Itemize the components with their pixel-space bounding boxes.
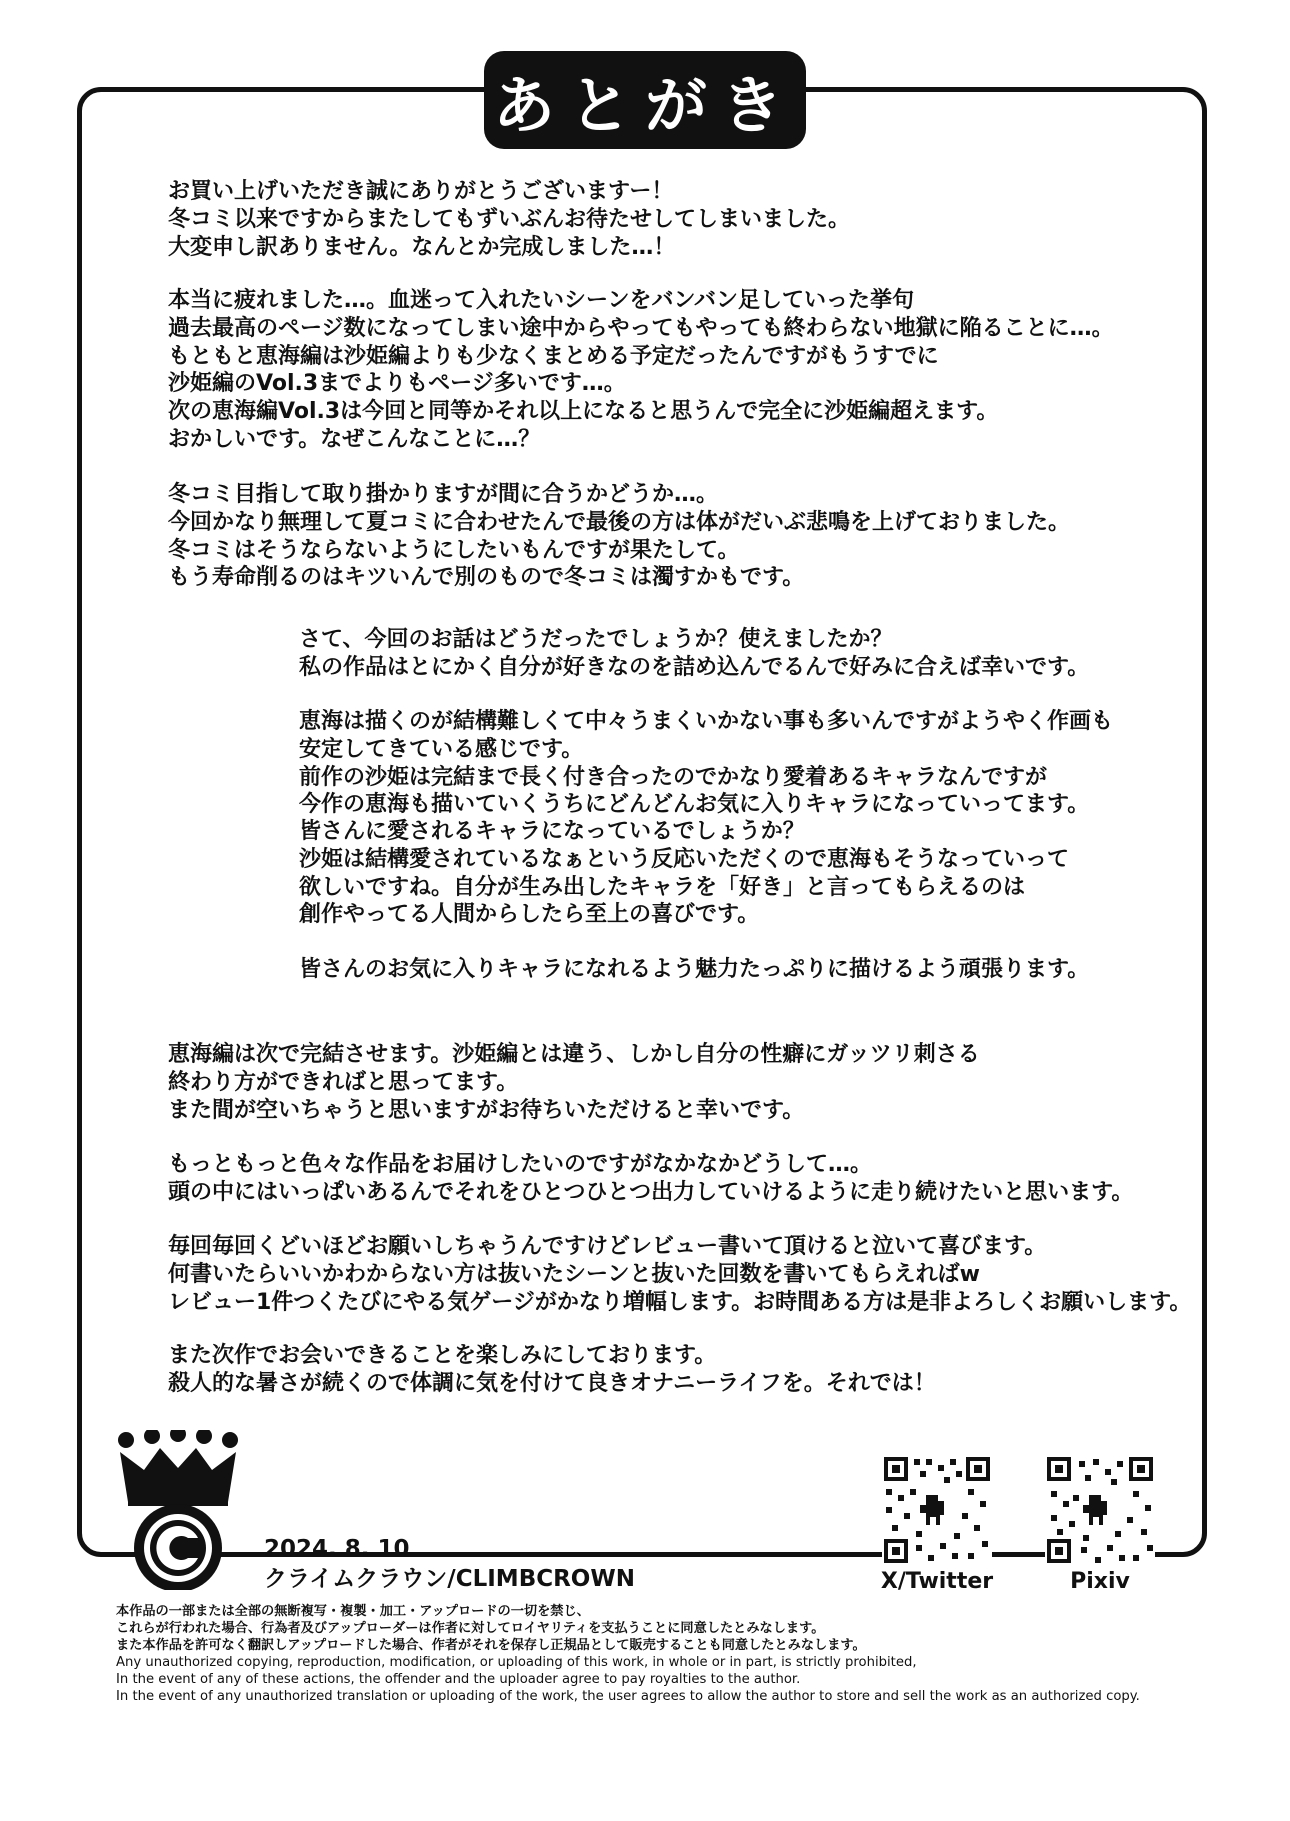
text-line: 冬コミはそうならないようにしたいもんですが果たして。 <box>168 537 740 563</box>
text-line: 終わり方ができればと思ってます。 <box>168 1069 519 1095</box>
paragraph-2 <box>168 287 1114 454</box>
text-line: 頭の中にはいっぱいあるんでそれをひとつひとつ出力していけるように走り続けたいと思います。 <box>168 1179 1134 1205</box>
text-line: 今回かなり無理して夏コミに合わせたんで最後の方は体がだいぶ悲鳴を上げておりました。 <box>168 509 1071 535</box>
paragraph-3 <box>168 481 1070 592</box>
text-line: 皆さんのお気に入りキャラになれるよう魅力たっぷりに描けるよう頑張ります。 <box>299 957 1090 982</box>
text-line: 沙姫は結構愛されているなぁという反応いただくので恵海もそうなっていって <box>299 846 1070 872</box>
text-line: 何書いたらいいかわからない方は抜いたシーンと抜いた回数を書いてもらえればw <box>168 1261 980 1287</box>
text-line: もっともっと色々な作品をお届けしたいのですがなかなかどうして…。 <box>168 1152 873 1177</box>
text-line: 欲しいですね。自分が生み出したキャラを「好き」と言ってもらえるのは <box>299 874 1026 900</box>
text-line: 冬コミ以来ですからまたしてもずいぶんお待たせしてしまいました。 <box>168 206 851 232</box>
text-line: 本当に疲れました…。血迷って入れたいシーンをバンバン足していった挙句 <box>168 288 915 313</box>
text-line: 殺人的な暑さが続くので体調に気を付けて良きオナニーライフを。それでは！ <box>168 1370 936 1396</box>
text-line: 恵海編は次で完結させます。沙姫編とは違う、しかし自分の性癖にガッツリ刺さる <box>168 1042 980 1067</box>
paragraph-11 <box>168 1342 936 1398</box>
text-line: また間が空いちゃうと思いますがお待ちいただけると幸いです。 <box>168 1097 805 1123</box>
text-line: 創作やってる人間からしたら至上の喜びです。 <box>299 902 760 928</box>
text-line: 私の作品はとにかく自分が好きなのを詰め込んでるんで好みに合えば幸いです。 <box>299 654 1090 680</box>
crown-logo-icon <box>114 1430 242 1590</box>
text-line: お買い上げいただき誠にありがとうございますー！ <box>168 179 674 204</box>
legal-line: これらが行われた場合、行為者及びアップローダーは作者に対してロイヤリティを支払うことに同意したとみなします。 <box>116 1620 825 1636</box>
signature <box>264 1534 635 1594</box>
qr-code-pixiv[interactable] <box>1045 1455 1155 1565</box>
text-line: 冬コミ目指して取り掛かりますが間に合うかどうか…。 <box>168 482 719 507</box>
text-line: 今作の恵海も描いていくうちにどんどんお気に入りキャラになっていってます。 <box>299 792 1090 818</box>
text-line: 大変申し訳ありません。なんとか完成しました…！ <box>168 234 676 260</box>
text-line: 毎回毎回くどいほどお願いしちゃうんですけどレビュー書いて頂けると泣いて喜びます。 <box>168 1234 1047 1259</box>
text-line: もともと恵海編は沙姫編よりも少なくまとめる予定だったんですがもうすでに <box>168 343 939 369</box>
legal-line: 本作品の一部または全部の無断複写・複製・加工・アップロードの一切を禁じ、 <box>116 1604 590 1619</box>
text-line: 過去最高のページ数になってしまい途中からやってもやっても終わらない地獄に陥ることに…。 <box>168 315 1114 341</box>
page-title: あとがき <box>484 51 806 149</box>
text-line: 前作の沙姫は完結まで長く付き合ったのでかなり愛着あるキャラなんですが <box>299 764 1048 790</box>
text-line: おかしいです。なぜこんなことに…？ <box>168 426 541 452</box>
signature-date: 2024. 8. 10 <box>264 1536 410 1562</box>
qr-label-pixiv: Pixiv <box>1070 1569 1130 1594</box>
text-line: 安定してきている感じです。 <box>299 736 584 762</box>
legal-line: In the event of any of these actions, the offender and the uploader agree to pay royalties to the author. <box>116 1671 801 1687</box>
text-line: レビュー1件つくたびにやる気ゲージがかなり増幅します。お時間ある方は是非よろしくお願いします。 <box>168 1289 1192 1315</box>
signature-circle: クライムクラウン/CLIMBCROWN <box>264 1566 635 1592</box>
text-line: 沙姫編のVol.3までよりもページ多いです…。 <box>168 371 626 397</box>
paragraph-7 <box>299 956 1089 984</box>
paragraph-9 <box>168 1151 1133 1207</box>
text-line: さて、今回のお話はどうだったでしょうか？使えましたか？ <box>299 627 893 652</box>
text-line: もう寿命削るのはキツいんで別のもので冬コミは濁すかもです。 <box>168 565 805 591</box>
paragraph-4 <box>299 626 1089 682</box>
qr-label-twitter: X/Twitter <box>880 1569 994 1594</box>
text-line: また次作でお会いできることを楽しみにしております。 <box>168 1343 717 1368</box>
paragraph-10 <box>168 1233 1191 1316</box>
text-line: 恵海は描くのが結構難しくて中々うまくいかない事も多いんですがようやく作画も <box>299 709 1114 734</box>
text-line: 皆さんに愛されるキャラになっているでしょうか？ <box>299 819 805 844</box>
paragraph-5 <box>299 708 1113 819</box>
paragraph-1 <box>168 178 850 261</box>
legal-notice <box>116 1604 1140 1705</box>
text-line: 次の恵海編Vol.3は今回と同等かそれ以上になると思うんで完全に沙姫編超えます。 <box>168 399 999 425</box>
paragraph-8 <box>168 1041 980 1124</box>
legal-line: In the event of any unauthorized translation or uploading of the work, the user agrees to allow the author to store and sell the work as an authorized copy. <box>116 1688 1140 1704</box>
legal-line: また本作品を許可なく翻訳しアップロードした場合、作者がそれを保存し正規品として販売することも同意したとみなします。 <box>116 1637 866 1653</box>
legal-line: Any unauthorized copying, reproduction, modification, or uploading of this work, in whole or in part, is strictly prohibited, <box>116 1654 917 1670</box>
qr-code-twitter[interactable] <box>882 1455 992 1565</box>
paragraph-6 <box>299 818 1069 929</box>
